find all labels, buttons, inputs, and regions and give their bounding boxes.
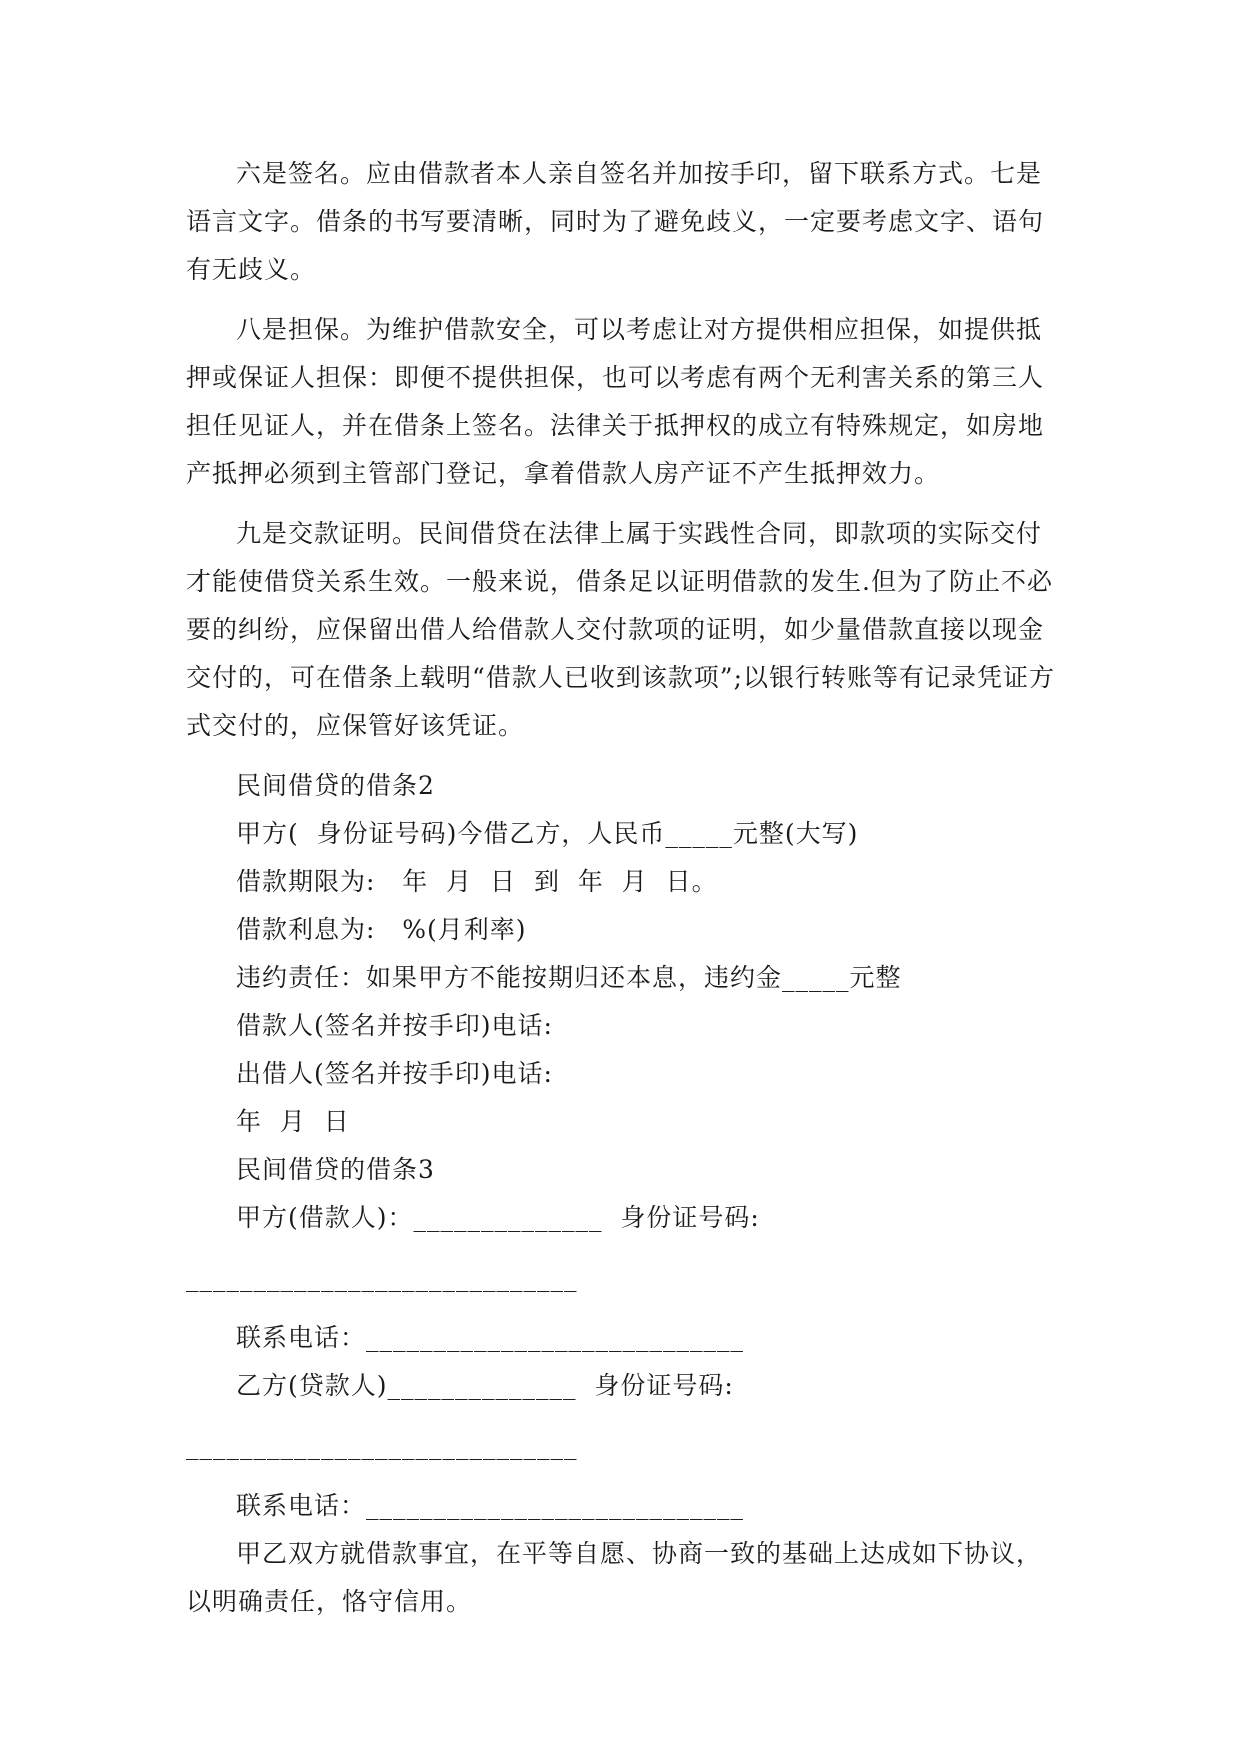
note2-interest-line: 借款利息为: %(月利率) — [236, 915, 527, 944]
note2-title: 民间借贷的借条2 — [236, 771, 435, 800]
note3-title: 民间借贷的借条3 — [236, 1155, 435, 1184]
note2-lender-signature: 出借人(签名并按手印)电话: — [236, 1059, 553, 1088]
note3-party-a-id-line: _____________________________ — [186, 1263, 578, 1292]
note2-term-line: 借款期限为: 年 月 日 到 年 月 日。 — [236, 867, 718, 896]
note3-party-b-id-line: _____________________________ — [186, 1431, 578, 1460]
note2-borrower-line: 甲方( 身份证号码)今借乙方，人民币_____元整(大写) — [236, 819, 859, 848]
note3-party-b: 乙方(贷款人)______________ 身份证号码: — [236, 1371, 734, 1400]
note2-liability-line: 违约责任：如果甲方不能按期归还本息，违约金_____元整 — [236, 963, 902, 992]
paragraph-payment-proof: 九是交款证明。民间借贷在法律上属于实践性合同，即款项的实际交付才能使借贷关系生效。一般来说，借条足以证明借款的发生.但为了防止不必要的纠纷，应保留出借人给借款人交付款项的证明，如少量借款直接以现金交付的，可在借条上载明“借款人已收到该款项”;以银行转账等有记录凭证方式交付的，应保管好该凭证。 — [186, 519, 1055, 740]
note3-agreement: 甲乙双方就借款事宜，在平等自愿、协商一致的基础上达成如下协议，以明确责任，恪守信用。 — [186, 1539, 1043, 1616]
note2-borrower-signature: 借款人(签名并按手印)电话: — [236, 1011, 553, 1040]
document-page — [186, 150, 1056, 1638]
paragraph-signature: 六是签名。应由借款者本人亲自签名并加按手印，留下联系方式。七是语言文字。借条的书写要清晰，同时为了避免歧义，一定要考虑文字、语句有无歧义。 — [186, 159, 1045, 284]
note3-party-a-phone: 联系电话：____________________________ — [236, 1323, 745, 1352]
note3-party-a: 甲方(借款人)：______________ 身份证号码: — [236, 1203, 760, 1232]
note3-party-b-phone: 联系电话：____________________________ — [236, 1491, 745, 1520]
note2-date-line: 年 月 日 — [236, 1107, 350, 1136]
paragraph-guarantee: 八是担保。为维护借款安全，可以考虑让对方提供相应担保，如提供抵押或保证人担保：即便不提供担保，也可以考虑有两个无利害关系的第三人担任见证人，并在借条上签名。法律关于抵押权的成立有特殊规定，如房地产抵押必须到主管部门登记，拿着借款人房产证不产生抵押效力。 — [186, 315, 1045, 488]
